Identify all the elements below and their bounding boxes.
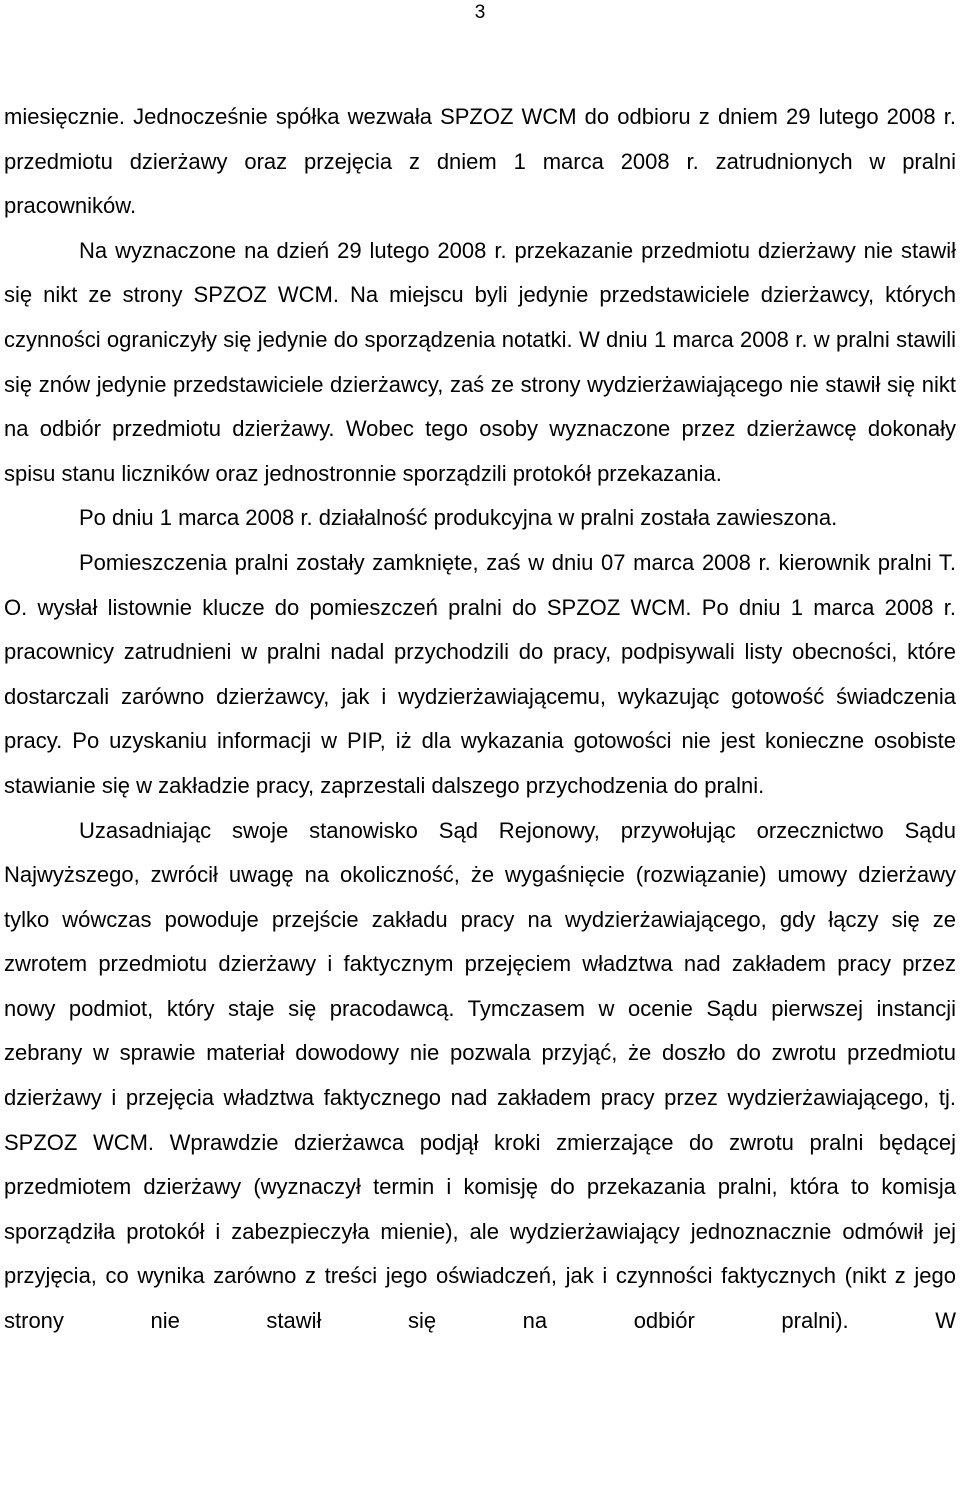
document-body bbox=[4, 95, 956, 1344]
paragraph-continuation: miesięcznie. Jednocześnie spółka wezwała SPZOZ WCM do odbioru z dniem 29 lutego 2008 r. przedmiotu dzierżawy oraz przejęcia z dniem 1 marca 2008 r. zatrudnionych w pralni pracowników. bbox=[4, 104, 956, 219]
page-number: 3 bbox=[474, 2, 486, 23]
paragraph-handover: Na wyznaczone na dzień 29 lutego 2008 r. przekazanie przedmiotu dzierżawy nie stawił się nikt ze strony SPZOZ WCM. Na miejscu byli jedynie przedstawiciele dzierżawcy, których czynności ograniczyły się jedynie do sporządzenia notatki. W dniu 1 marca 2008 r. w pralni stawili się znów jedynie przedstawiciele dzierżawcy, zaś ze strony wydzierżawiającego nie stawił się nikt na odbiór przedmiotu dzierżawy. Wobec tego osoby wyznaczone przez dzierżawcę dokonały spisu stanu liczników oraz jednostronnie sporządzili protokół przekazania. bbox=[4, 237, 956, 486]
paragraph-premises: Pomieszczenia pralni zostały zamknięte, zaś w dniu 07 marca 2008 r. kierownik pralni T. O. wysłał listownie klucze do pomieszczeń pralni do SPZOZ WCM. Po dniu 1 marca 2008 r. pracownicy zatrudnieni w pralni nadal przychodzili do pracy, podpisywali listy obecności, które dostarczali zarówno dzierżawcy, jak i wydzierżawiającemu, wykazując gotowość świadczenia pracy. Po uzyskaniu informacji w PIP, iż dla wykazania gotowości nie jest konieczne osobiste stawianie się w zakładzie pracy, zaprzestali dalszego przychodzenia do pralni. bbox=[4, 549, 956, 798]
paragraph-suspension: Po dniu 1 marca 2008 r. działalność produkcyjna w pralni została zawieszona. bbox=[79, 505, 838, 531]
paragraph-court-reasoning: Uzasadniając swoje stanowisko Sąd Rejonowy, przywołując orzecznictwo Sądu Najwyższego, zwrócił uwagę na okoliczność, że wygaśnięcie (rozwiązanie) umowy dzierżawy tylko wówczas powoduje przejście zakładu pracy na wydzierżawiającego, gdy łączy się ze zwrotem przedmiotu dzierżawy i faktycznym przejęciem władztwa nad zakładem pracy przez nowy podmiot, który staje się pracodawcą. Tymczasem w ocenie Sądu pierwszej instancji zebrany w sprawie materiał dowodowy nie pozwala przyjąć, że doszło do zwrotu przedmiotu dzierżawy i przejęcia władztwa faktycznego nad zakładem pracy przez wydzierżawiającego, tj. SPZOZ WCM. Wprawdzie dzierżawca podjął kroki zmierzające do zwrotu pralni będącej przedmiotem dzierżawy (wyznaczył termin i komisję do przekazania pralni, która to komisja sporządziła protokół i zabezpieczyła mienie), ale wydzierżawiający jednoznacznie odmówił jej przyjęcia, co wynika zarówno z treści jego oświadczeń, jak i czynności faktycznych (nikt z jego strony nie stawił się na odbiór pralni). W bbox=[4, 817, 956, 1334]
